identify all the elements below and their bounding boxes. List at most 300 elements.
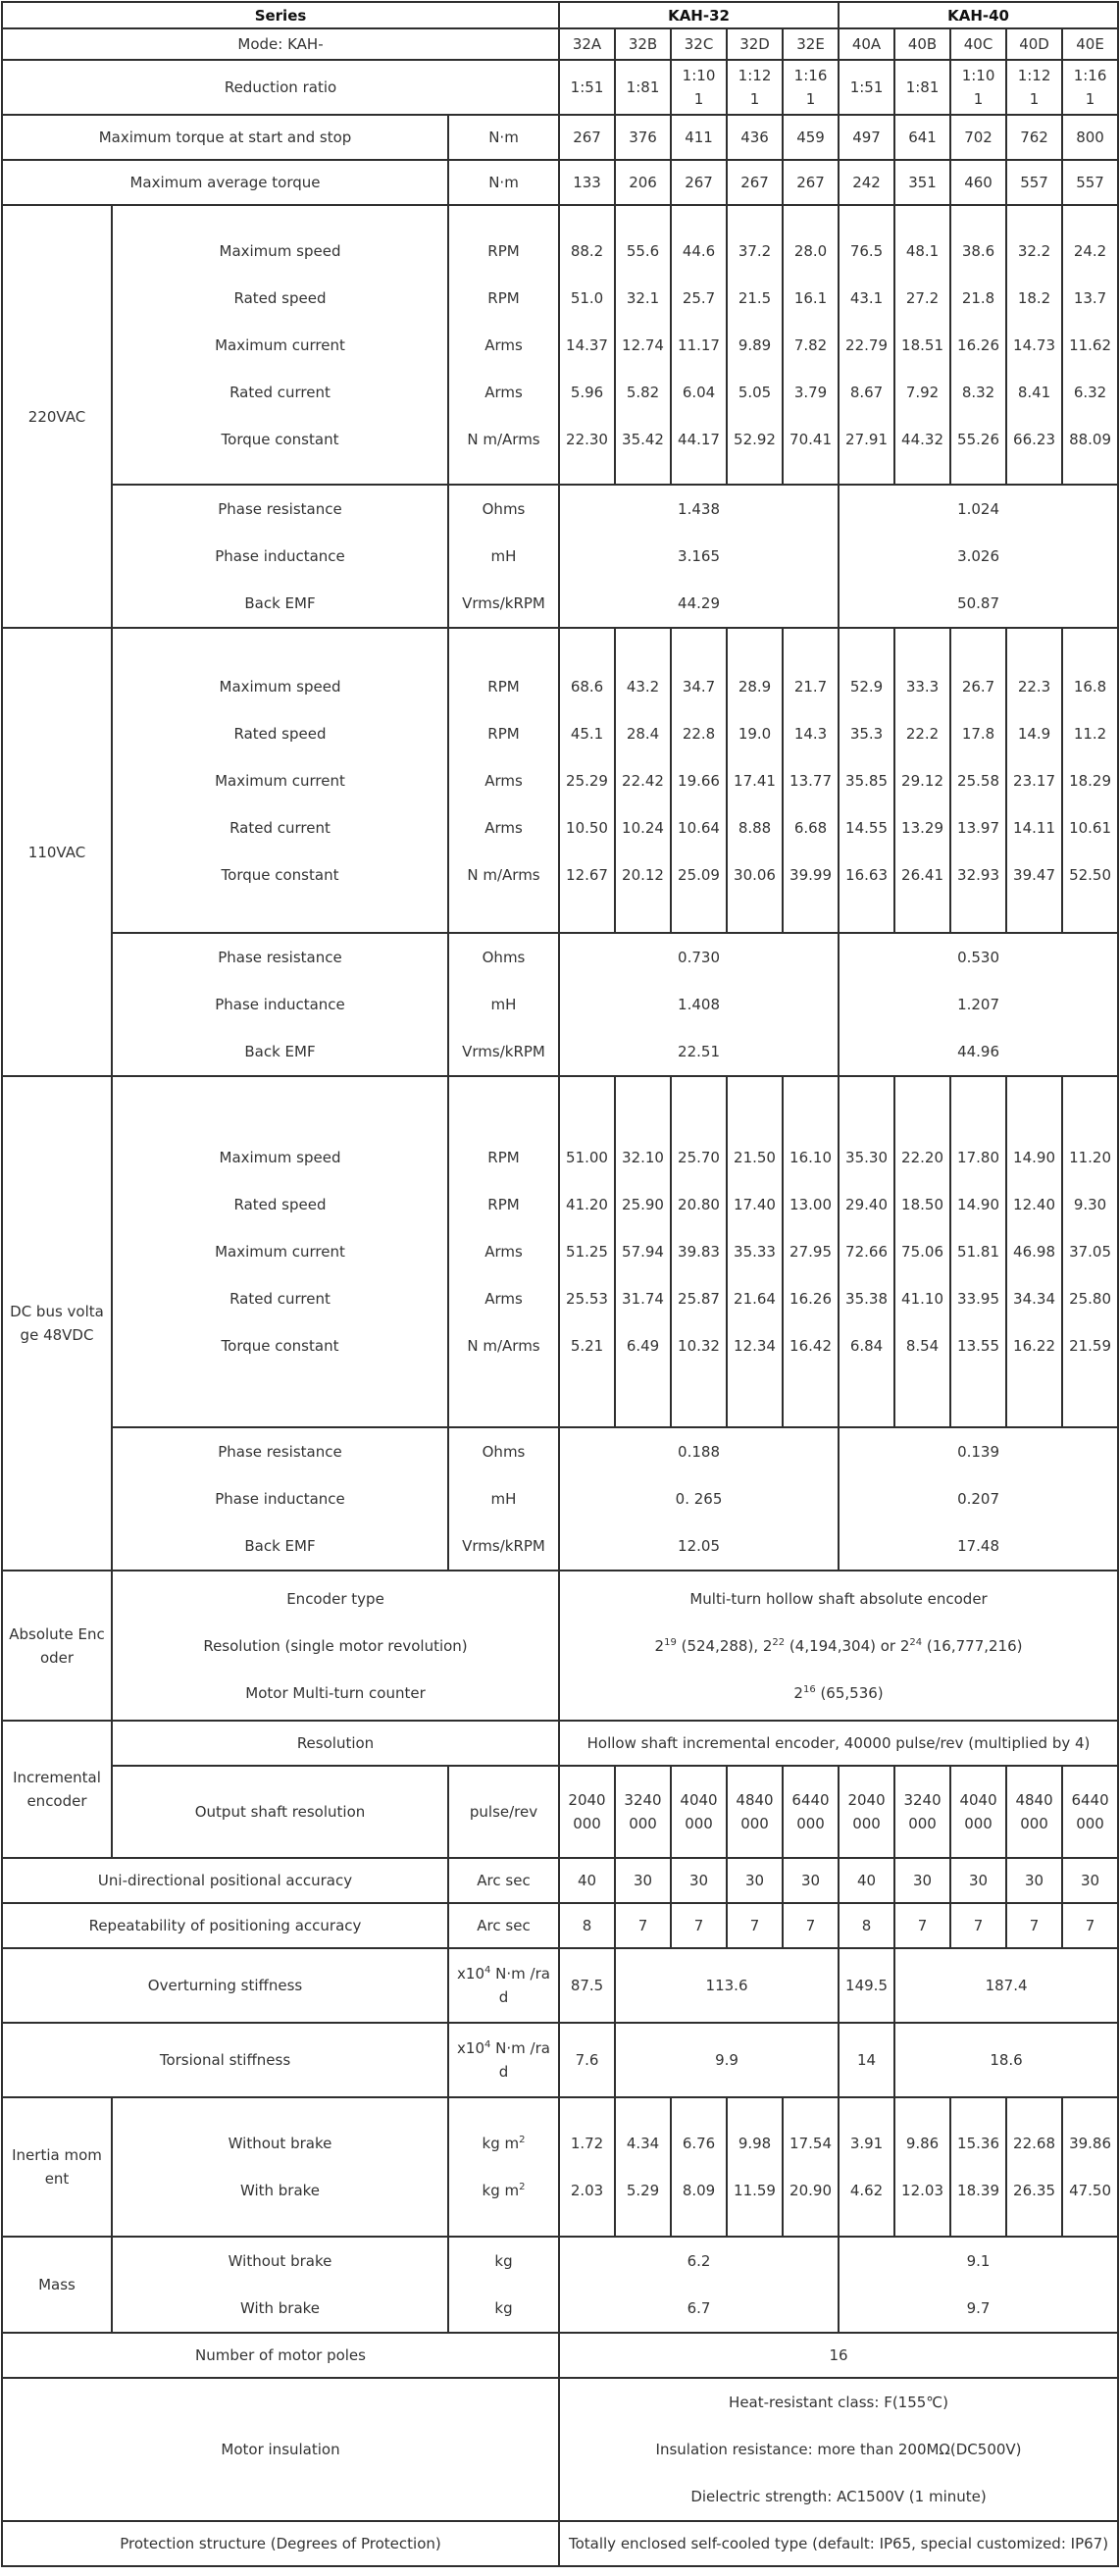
torsional-stiffness-32a: 7.6 — [559, 2023, 615, 2097]
param-value: 18.29 — [1069, 771, 1112, 790]
param-value: 18.2 — [1017, 288, 1051, 307]
param-value: 28.4 — [626, 724, 660, 743]
dc48-elec-row — [2, 1427, 1118, 1571]
reduction-row — [2, 60, 1118, 115]
overturning-stiffness-32a: 87.5 — [559, 1948, 615, 2023]
param-unit: Arms — [484, 771, 523, 790]
param-value: 14.90 — [957, 1196, 999, 1213]
elec-name: Phase resistance — [218, 949, 342, 966]
protection-row — [2, 2521, 1118, 2566]
param-value: 51.0 — [570, 288, 604, 307]
param-value: 25.87 — [678, 1290, 720, 1308]
max-avg-torque-value: 557 — [1006, 160, 1062, 205]
max-avg-torque-value: 267 — [671, 160, 727, 205]
v220-values-40B — [894, 205, 950, 485]
param-value: 12.34 — [734, 1337, 776, 1355]
param-value: 14.11 — [1013, 818, 1055, 837]
inertia-value: 1.72 — [570, 2135, 604, 2152]
repeatability-unit: Arc sec — [448, 1903, 559, 1948]
param-value: 19.0 — [738, 724, 772, 743]
max-torque-start-stop-unit: N·m — [448, 115, 559, 160]
param-value: 32.1 — [626, 288, 660, 307]
param-value: 16.1 — [793, 288, 828, 307]
mass-value: 6.2 — [687, 2252, 711, 2270]
output-shaft-res-value: 6440000 — [1062, 1766, 1118, 1858]
inertia-values-40B — [894, 2097, 950, 2237]
v110-label: 110VAC — [2, 628, 112, 1076]
max-avg-torque-row — [2, 160, 1118, 205]
param-name: Torque constant — [221, 1337, 339, 1355]
param-value: 68.6 — [570, 677, 604, 696]
inertia-values-32C — [671, 2097, 727, 2237]
inertia-value: 12.03 — [901, 2182, 943, 2199]
param-value: 9.30 — [1073, 1196, 1107, 1213]
elec-name: Back EMF — [244, 1043, 316, 1060]
v110-elec-kah32 — [559, 933, 839, 1076]
kah40-header: KAH-40 — [839, 2, 1118, 28]
param-value: 28.9 — [738, 677, 772, 696]
param-unit: N m/Arms — [467, 1337, 540, 1355]
elec-unit: mH — [490, 996, 517, 1013]
param-value: 52.9 — [849, 677, 884, 696]
param-value: 8.67 — [849, 383, 884, 401]
param-value: 10.50 — [566, 818, 608, 837]
elec-value: 0.730 — [678, 949, 720, 966]
max-avg-torque-value: 267 — [783, 160, 839, 205]
multiturn-counter-value — [566, 1670, 1111, 1717]
param-value: 38.6 — [961, 241, 995, 260]
param-value: 29.12 — [901, 771, 943, 790]
v110-param-names — [112, 628, 448, 933]
param-value: 18.51 — [901, 335, 943, 354]
param-name: Rated current — [229, 818, 331, 837]
param-value: 14.9 — [1017, 724, 1051, 743]
repeatability-value: 7 — [615, 1903, 671, 1948]
param-value: 12.74 — [622, 335, 664, 354]
max-torque-start-stop-label: Maximum torque at start and stop — [2, 115, 448, 160]
kah32-header: KAH-32 — [559, 2, 839, 28]
param-value: 25.58 — [957, 771, 999, 790]
dc48-values-40D — [1006, 1076, 1062, 1427]
mass-units — [448, 2237, 559, 2333]
uni-accuracy-value: 30 — [783, 1858, 839, 1903]
v220-elec-kah32 — [559, 485, 839, 628]
param-value: 37.05 — [1069, 1243, 1112, 1261]
uni-accuracy-row — [2, 1858, 1118, 1903]
unit-exponent: 4 — [484, 2039, 491, 2050]
param-value: 17.41 — [734, 771, 776, 790]
param-name: Rated current — [229, 383, 331, 401]
repeatability-value: 7 — [783, 1903, 839, 1948]
inertia-value: 11.59 — [734, 2182, 776, 2199]
reduction-value: 1:121 — [727, 60, 783, 115]
elec-value: 0.188 — [678, 1443, 720, 1461]
mass-unit: kg — [494, 2252, 513, 2270]
param-value: 6.04 — [682, 383, 716, 401]
param-name: Rated current — [229, 1290, 331, 1308]
param-unit: Arms — [484, 818, 523, 837]
uni-accuracy-value: 30 — [727, 1858, 783, 1903]
model-32A: 32A — [559, 28, 615, 60]
v110-elec-kah40 — [839, 933, 1118, 1076]
output-shaft-res-unit: pulse/rev — [448, 1766, 559, 1858]
mass-row-name: Without brake — [228, 2252, 332, 2270]
unit-text: N·m /rad — [490, 2039, 550, 2081]
reduction-value: 1:101 — [950, 60, 1006, 115]
param-name: Torque constant — [221, 430, 339, 448]
mass-label: Mass — [2, 2237, 112, 2333]
param-value: 20.80 — [678, 1196, 720, 1213]
overturning-stiffness-unit — [448, 1948, 559, 2023]
param-value: 35.3 — [849, 724, 884, 743]
unit-exponent: 2 — [519, 2182, 526, 2192]
res-text: (524,288), — [676, 1636, 763, 1655]
inc-encoder-label: Incremental encoder — [2, 1721, 112, 1858]
v110-param-units — [448, 628, 559, 933]
param-value: 5.21 — [570, 1337, 604, 1355]
dc48-values-32C — [671, 1076, 727, 1427]
param-unit: N m/Arms — [467, 430, 540, 448]
param-value: 6.32 — [1073, 383, 1107, 401]
insulation-row — [2, 2378, 1118, 2521]
param-value: 44.17 — [678, 430, 720, 448]
inc-resolution-label: Resolution — [112, 1721, 559, 1766]
param-value: 35.30 — [845, 1149, 888, 1166]
max-avg-torque-value: 133 — [559, 160, 615, 205]
param-value: 5.82 — [626, 383, 660, 401]
max-torque-start-stop-value: 702 — [950, 115, 1006, 160]
max-torque-start-stop-value: 436 — [727, 115, 783, 160]
param-value: 10.32 — [678, 1337, 720, 1355]
elec-value: 0.530 — [957, 949, 1000, 966]
insulation-line: Heat-resistant class: F(155℃) — [729, 2394, 948, 2411]
v110-values-32C — [671, 628, 727, 933]
model-40E: 40E — [1062, 28, 1118, 60]
output-shaft-res-label: Output shaft resolution — [112, 1766, 448, 1858]
v110-values-40B — [894, 628, 950, 933]
inertia-value: 17.54 — [789, 2135, 832, 2152]
param-value: 16.63 — [845, 865, 888, 884]
model-40D: 40D — [1006, 28, 1062, 60]
elec-unit: mH — [490, 547, 517, 565]
inertia-value: 4.34 — [626, 2135, 660, 2152]
param-value: 18.50 — [901, 1196, 943, 1213]
mode-row — [2, 28, 1118, 60]
v110-params-row — [2, 628, 1118, 933]
output-shaft-res-value: 4040000 — [671, 1766, 727, 1858]
param-value: 11.2 — [1073, 724, 1107, 743]
inertia-value: 5.29 — [626, 2182, 660, 2199]
param-value: 13.29 — [901, 818, 943, 837]
v220-values-32B — [615, 205, 671, 485]
param-value: 22.8 — [682, 724, 716, 743]
output-shaft-res-value: 2040000 — [559, 1766, 615, 1858]
res-text: (4,194,304) or — [785, 1636, 900, 1655]
reduction-value: 1:81 — [894, 60, 950, 115]
param-value: 45.1 — [570, 724, 604, 743]
param-name: Maximum speed — [219, 677, 341, 696]
dc48-values-40E — [1062, 1076, 1118, 1427]
param-value: 75.06 — [901, 1243, 943, 1261]
encoder-type-value: Multi-turn hollow shaft absolute encoder — [689, 1589, 988, 1608]
max-torque-start-stop-value: 497 — [839, 115, 894, 160]
v110-values-32B — [615, 628, 671, 933]
param-value: 34.34 — [1013, 1290, 1055, 1308]
res-exp: 19 — [664, 1636, 677, 1648]
param-unit: Arms — [484, 383, 523, 401]
abs-encoder-row-name: Encoder type — [286, 1589, 384, 1608]
param-value: 25.70 — [678, 1149, 720, 1166]
elec-name: Back EMF — [244, 594, 316, 612]
inertia-value: 9.98 — [738, 2135, 772, 2152]
param-value: 43.1 — [849, 288, 884, 307]
poles-label: Number of motor poles — [2, 2333, 559, 2378]
poles-row — [2, 2333, 1118, 2378]
uni-accuracy-value: 30 — [671, 1858, 727, 1903]
repeatability-value: 7 — [727, 1903, 783, 1948]
param-value: 22.20 — [901, 1149, 943, 1166]
param-value: 20.12 — [622, 865, 664, 884]
uni-accuracy-value: 30 — [894, 1858, 950, 1903]
param-value: 23.17 — [1013, 771, 1055, 790]
inc-encoder-res-row — [2, 1721, 1118, 1766]
param-value: 43.2 — [626, 677, 660, 696]
param-value: 22.42 — [622, 771, 664, 790]
param-value: 13.55 — [957, 1337, 999, 1355]
overturning-stiffness-32bcde: 113.6 — [615, 1948, 839, 2023]
param-value: 44.32 — [901, 430, 943, 448]
inertia-value: 15.36 — [957, 2135, 999, 2152]
v220-elec-kah40 — [839, 485, 1118, 628]
uni-accuracy-value: 40 — [839, 1858, 894, 1903]
param-value: 16.26 — [789, 1290, 832, 1308]
max-torque-start-stop-row — [2, 115, 1118, 160]
param-name: Maximum current — [215, 1243, 345, 1261]
model-40B: 40B — [894, 28, 950, 60]
param-value: 21.50 — [734, 1149, 776, 1166]
param-value: 6.68 — [793, 818, 828, 837]
inertia-value: 47.50 — [1069, 2182, 1112, 2199]
inertia-value: 22.68 — [1013, 2135, 1055, 2152]
uni-accuracy-unit: Arc sec — [448, 1858, 559, 1903]
inertia-value: 26.35 — [1013, 2182, 1055, 2199]
mass-value: 9.1 — [966, 2252, 991, 2270]
elec-unit: Vrms/kRPM — [462, 594, 545, 612]
inertia-unit — [455, 2167, 552, 2214]
elec-name: Phase inductance — [215, 996, 345, 1013]
dc48-values-32B — [615, 1076, 671, 1427]
param-value: 70.41 — [789, 430, 832, 448]
param-value: 52.92 — [734, 430, 776, 448]
param-value: 22.2 — [905, 724, 940, 743]
elec-value: 44.29 — [678, 594, 720, 612]
abs-encoder-row-name: Motor Multi-turn counter — [245, 1683, 426, 1702]
param-value: 72.66 — [845, 1243, 888, 1261]
dc48-label: DC bus voltage 48VDC — [2, 1076, 112, 1571]
param-value: 24.2 — [1073, 241, 1107, 260]
model-32E: 32E — [783, 28, 839, 60]
param-value: 14.3 — [793, 724, 828, 743]
counter-base: 2 — [793, 1683, 803, 1702]
param-unit: RPM — [487, 288, 520, 307]
param-value: 16.10 — [789, 1149, 832, 1166]
param-value: 10.24 — [622, 818, 664, 837]
inertia-values-32D — [727, 2097, 783, 2237]
param-name: Torque constant — [221, 865, 339, 884]
v110-values-40D — [1006, 628, 1062, 933]
dc48-values-32E — [783, 1076, 839, 1427]
insulation-line: Insulation resistance: more than 200MΩ(DC500V) — [655, 2441, 1022, 2458]
elec-name: Phase inductance — [215, 547, 345, 565]
param-value: 22.79 — [845, 335, 888, 354]
inertia-unit — [455, 2120, 552, 2167]
param-value: 27.2 — [905, 288, 940, 307]
v110-values-32D — [727, 628, 783, 933]
uni-accuracy-label: Uni-directional positional accuracy — [2, 1858, 448, 1903]
param-value: 7.92 — [905, 383, 940, 401]
param-name: Maximum current — [215, 771, 345, 790]
protection-value: Totally enclosed self-cooled type (default: IP65, special customized: IP67) — [559, 2521, 1118, 2566]
param-value: 16.26 — [957, 335, 999, 354]
param-value: 6.84 — [849, 1337, 884, 1355]
v220-elec-names — [112, 485, 448, 628]
header-row — [2, 2, 1118, 28]
param-value: 28.0 — [793, 241, 828, 260]
max-avg-torque-value: 460 — [950, 160, 1006, 205]
param-value: 35.42 — [622, 430, 664, 448]
res-exp: 24 — [909, 1636, 923, 1648]
spec-table-body — [2, 2, 1118, 2566]
uni-accuracy-value: 30 — [615, 1858, 671, 1903]
elec-name: Phase inductance — [215, 1490, 345, 1508]
res-base: 2 — [899, 1636, 910, 1655]
param-value: 55.26 — [957, 430, 999, 448]
param-value: 26.41 — [901, 865, 943, 884]
param-value: 55.6 — [626, 241, 660, 260]
param-value: 21.64 — [734, 1290, 776, 1308]
param-value: 21.5 — [738, 288, 772, 307]
max-torque-start-stop-value: 641 — [894, 115, 950, 160]
model-32C: 32C — [671, 28, 727, 60]
inertia-row — [2, 2097, 1118, 2237]
param-unit: RPM — [487, 677, 520, 696]
v220-values-40E — [1062, 205, 1118, 485]
res-text: (16,777,216) — [922, 1636, 1023, 1655]
param-name: Maximum current — [215, 335, 345, 354]
inertia-values-32A — [559, 2097, 615, 2237]
param-value: 13.00 — [789, 1196, 832, 1213]
elec-value: 1.408 — [678, 996, 720, 1013]
v220-values-40D — [1006, 205, 1062, 485]
param-name: Rated speed — [233, 288, 327, 307]
torsional-stiffness-unit — [448, 2023, 559, 2097]
overturning-stiffness-40bcde: 187.4 — [894, 1948, 1118, 2023]
param-unit: RPM — [487, 1149, 520, 1166]
v220-values-40A — [839, 205, 894, 485]
reduction-value: 1:51 — [839, 60, 894, 115]
inertia-value: 4.62 — [849, 2182, 884, 2199]
inertia-value: 3.91 — [849, 2135, 884, 2152]
poles-value: 16 — [559, 2333, 1118, 2378]
param-value: 88.09 — [1069, 430, 1112, 448]
dc48-values-40B — [894, 1076, 950, 1427]
param-value: 9.89 — [738, 335, 772, 354]
elec-value: 3.026 — [957, 547, 1000, 565]
output-shaft-res-value: 2040000 — [839, 1766, 894, 1858]
output-shaft-res-row — [2, 1766, 1118, 1858]
v110-elec-names — [112, 933, 448, 1076]
unit-text: x10 — [457, 2039, 485, 2057]
param-name: Maximum speed — [219, 241, 341, 260]
torsional-stiffness-32bcde: 9.9 — [615, 2023, 839, 2097]
param-value: 6.49 — [626, 1337, 660, 1355]
dc48-values-40A — [839, 1076, 894, 1427]
output-shaft-res-value: 4040000 — [950, 1766, 1006, 1858]
dc48-params-row — [2, 1076, 1118, 1427]
param-value: 51.25 — [566, 1243, 608, 1261]
param-value: 17.40 — [734, 1196, 776, 1213]
param-name: Maximum speed — [219, 1149, 341, 1166]
param-value: 29.40 — [845, 1196, 888, 1213]
counter-exp: 16 — [802, 1683, 816, 1695]
v110-values-40C — [950, 628, 1006, 933]
dc48-elec-kah40 — [839, 1427, 1118, 1571]
param-value: 21.8 — [961, 288, 995, 307]
res-exp: 22 — [772, 1636, 786, 1648]
elec-value: 1.024 — [957, 500, 1000, 518]
param-value: 32.10 — [622, 1149, 664, 1166]
max-avg-torque-value: 557 — [1062, 160, 1118, 205]
max-torque-start-stop-value: 267 — [559, 115, 615, 160]
output-shaft-res-value: 6440000 — [783, 1766, 839, 1858]
v110-values-40E — [1062, 628, 1118, 933]
param-value: 41.10 — [901, 1290, 943, 1308]
param-value: 13.77 — [789, 771, 832, 790]
spec-table — [1, 1, 1119, 2567]
param-name: Rated speed — [233, 724, 327, 743]
param-value: 5.05 — [738, 383, 772, 401]
param-value: 27.95 — [789, 1243, 832, 1261]
repeatability-value: 7 — [950, 1903, 1006, 1948]
model-40A: 40A — [839, 28, 894, 60]
dc48-elec-names — [112, 1427, 448, 1571]
v220-values-40C — [950, 205, 1006, 485]
res-base: 2 — [654, 1636, 665, 1655]
inertia-value: 18.39 — [957, 2182, 999, 2199]
mass-kah32 — [559, 2237, 839, 2333]
v110-values-32A — [559, 628, 615, 933]
output-shaft-res-value: 4840000 — [727, 1766, 783, 1858]
mass-row-name: With brake — [239, 2299, 321, 2317]
reduction-value: 1:161 — [1062, 60, 1118, 115]
inertia-values-32B — [615, 2097, 671, 2237]
param-value: 12.40 — [1013, 1196, 1055, 1213]
dc48-param-names — [112, 1076, 448, 1427]
param-value: 51.81 — [957, 1243, 999, 1261]
v220-elec-units — [448, 485, 559, 628]
v110-elec-units — [448, 933, 559, 1076]
abs-encoder-label: Absolute Encoder — [2, 1571, 112, 1721]
param-value: 32.2 — [1017, 241, 1051, 260]
unit-exponent: 2 — [519, 2135, 526, 2145]
output-shaft-res-value: 4840000 — [1006, 1766, 1062, 1858]
param-value: 76.5 — [849, 241, 884, 260]
max-torque-start-stop-value: 459 — [783, 115, 839, 160]
param-value: 13.7 — [1073, 288, 1107, 307]
param-value: 31.74 — [622, 1290, 664, 1308]
dc48-values-32A — [559, 1076, 615, 1427]
param-value: 25.29 — [566, 771, 608, 790]
